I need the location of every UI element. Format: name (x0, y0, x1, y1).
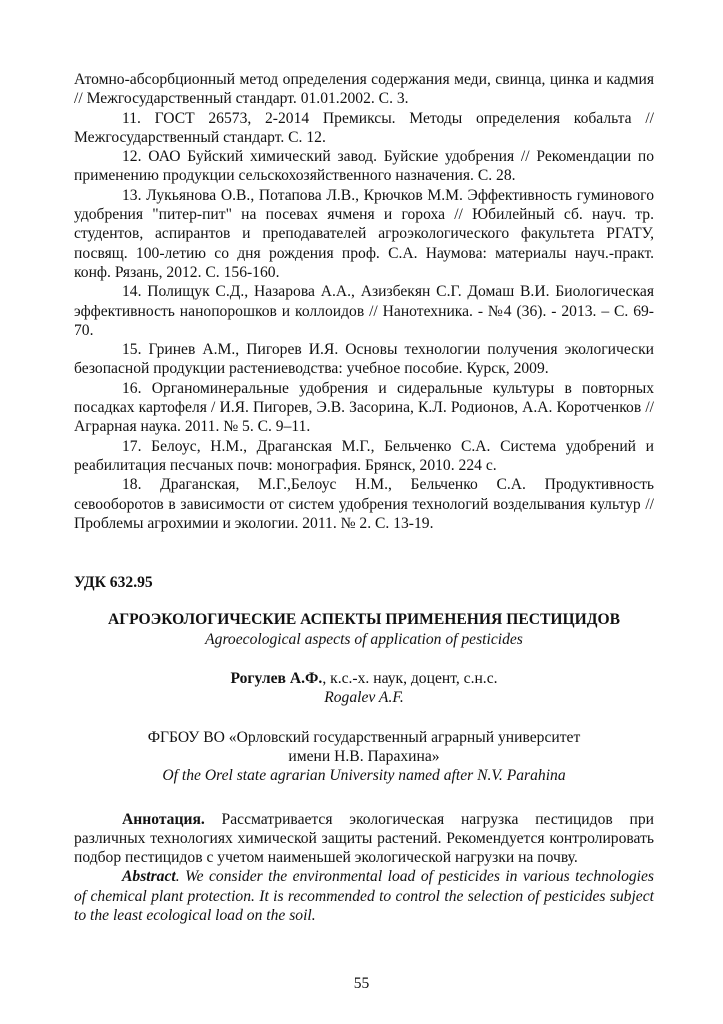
author-line (74, 669, 654, 688)
page-body (74, 70, 654, 925)
annotation-paragraph (74, 810, 654, 868)
article-title-ru: АГРОЭКОЛОГИЧЕСКИЕ АСПЕКТЫ ПРИМЕНЕНИЯ ПЕСТИЦИДОВ (107, 611, 621, 629)
author-degree: , к.с.-х. наук, доцент, с.н.с. (322, 670, 498, 688)
annotation-label: Аннотация. (122, 810, 205, 828)
affiliation-line-2: имени Н.В. Парахина» (288, 747, 440, 765)
page-number: 55 (353, 975, 370, 992)
reference-item-11: 11. ГОСТ 26573, 2-2014 Премиксы. Методы определения кобальта // Межгосударственный стандарт. С. 12. (74, 109, 654, 146)
author-name-en: Rogalev A.F. (324, 689, 404, 707)
udk-code: УДК 632.95 (74, 574, 153, 592)
reference-item-16: 16. Органоминеральные удобрения и сидеральные культуры в повторных посадках картофеля / И.Я. Пигорев, Э.В. Засорина, К.Л. Родионов, А.А. Коротченков // Аграрная наука. 2011. № 5. С. 9–11. (74, 379, 654, 436)
abstract-paragraph (74, 867, 654, 925)
article-title-en: Agroecological aspects of application of pesticides (205, 630, 523, 648)
affiliation-en: Of the Orel state agrarian University named after N.V. Parahina (162, 767, 566, 785)
reference-item-18: 18. Драганская, М.Г.,Белоус Н.М., Бельченко С.А. Продуктивность севооборотов в зависимости от систем удобрения технологий возделывания культур // Проблемы агрохимии и экологии. 2011. № 2. С. 13-19. (74, 476, 654, 532)
reference-item-12: 12. ОАО Буйский химический завод. Буйские удобрения // Рекомендации по применению продукции сельскохозяйственного назначения. С. 28. (74, 148, 654, 185)
author-name-ru: Рогулев А.Ф. (230, 670, 323, 688)
reference-item-17: 17. Белоус, Н.М., Драганская М.Г., Бельченко С.А. Система удобрений и реабилитация песчаных почв: монография. Брянск, 2010. 224 с. (74, 437, 654, 474)
reference-item-14: 14. Полищук С.Д., Назарова А.А., Азизбекян С.Г. Домаш В.И. Биологическая эффективность нанопорошков и коллоидов // Нанотехника. - №4 (36). - 2013. – С. 69-70. (74, 283, 654, 339)
reference-continuation: Атомно-абсорбционный метод определения содержания меди, свинца, цинка и кадмия // Межгосударственный стандарт. 01.01.2002. С. 3. (74, 71, 654, 108)
reference-item-15: 15. Гринев А.М., Пигорев И.Я. Основы технологии получения экологически безопасной продукции растениеводства: учебное пособие. Курск, 2009. (74, 341, 654, 378)
abstract-label: Abstract (122, 868, 176, 886)
reference-item-13: 13. Лукьянова О.В., Потапова Л.В., Крючков М.М. Эффективность гуминового удобрения "питер-пит" на посевах ячменя и гороха // Юбилейный сб. науч. тр. студентов, аспирантов и преподавателей агроэкологического факультета РГАТУ, посвящ. 100-летию со дня рождения проф. С.А. Наумова: материалы науч.-практ. конф. Рязань, 2012. С. 156-160. (74, 186, 654, 281)
affiliation-line-1: ФГБОУ ВО «Орловский государственный аграрный университет (147, 728, 581, 746)
annotation-text: Рассматривается экологическая нагрузка пестицидов при различных технологиях химической защиты растений. Рекомендуется контролировать подбор пестицидов с учетом наименьшей экологической нагрузки на почву. (74, 810, 654, 867)
abstract-text: . We consider the environmental load of pesticides in various technologies of chemical plant protection. It is recommended to control the selection of pesticides subject to the least ecological load on the soil. (74, 868, 654, 924)
